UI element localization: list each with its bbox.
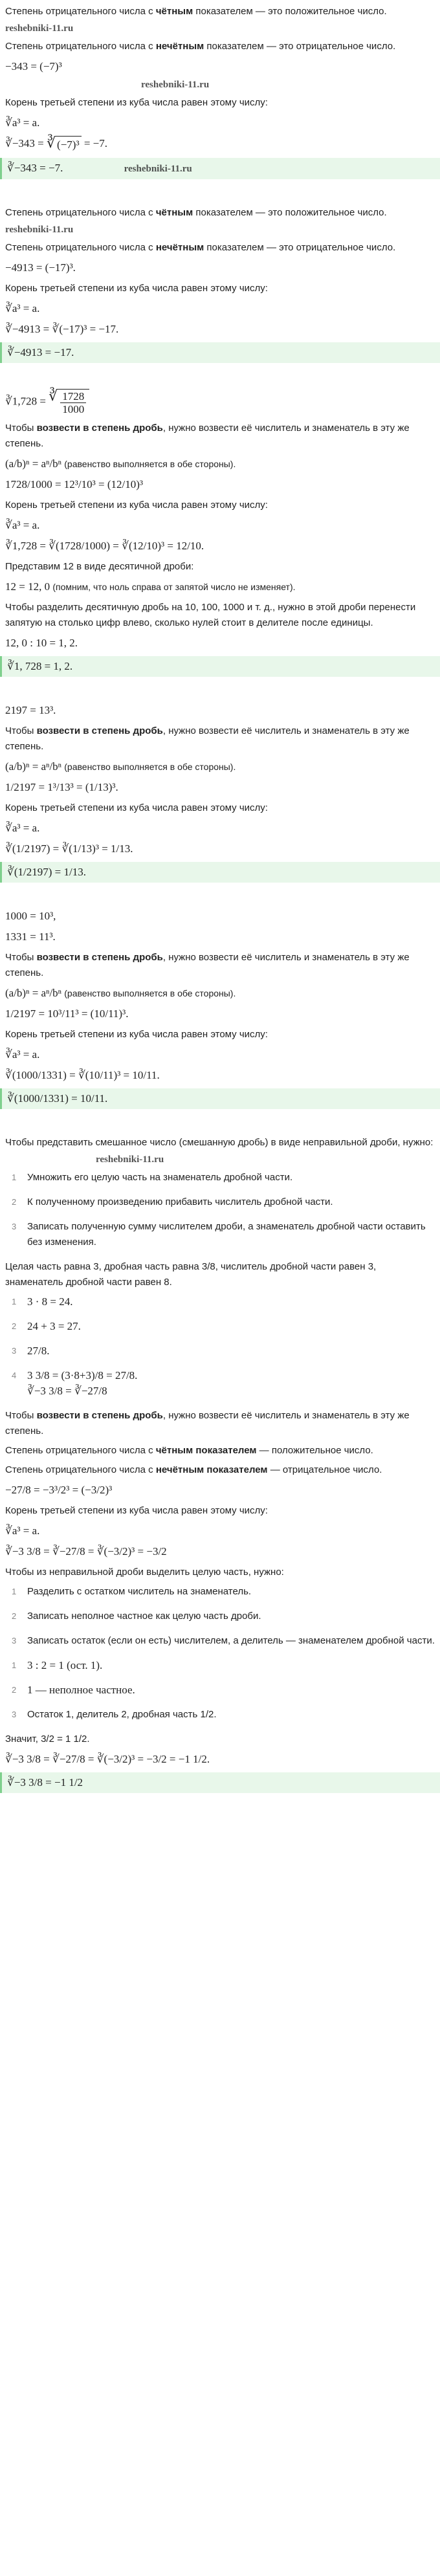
equation: 1/2197 = 10³/11³ = (10/11)³. — [5, 1007, 129, 1020]
calc-list — [5, 1294, 435, 1399]
solution-block-4 — [5, 703, 435, 883]
list-item: 1 Разделить с остатком числитель на знаменатель. — [12, 1586, 252, 1598]
rule-text: Чтобы возвести в степень дробь, нужно возвести её числитель и знаменатель в эту же степень. — [5, 1410, 410, 1437]
rule-text: Чтобы из неправильной дроби выделить целую часть, нужно: — [5, 1567, 284, 1578]
list-item: 2 24 + 3 = 27. — [12, 1320, 81, 1333]
equation: 12 = 12, 0 (помним, что ноль справа от запятой число не изменяет). — [5, 580, 296, 593]
equation: ∛−4913 = ∛(−17)³ = −17. — [5, 323, 119, 336]
equation: ∛1,728 = ∛(1728/1000) = ∛(12/10)³ = 12/10. — [5, 540, 204, 553]
equation: (a/b)ⁿ = aⁿ/bⁿ (равенство выполняется в обе стороны). — [5, 987, 236, 1000]
equation: ∛a³ = a. — [5, 1525, 40, 1537]
equation: 1331 = 11³. — [5, 930, 56, 943]
rule-text: Корень третьей степени из куба числа равен этому числу: — [5, 1505, 268, 1517]
steps-list — [5, 1170, 435, 1250]
list-item: 3 Записать остаток (если он есть) числителем, а делитель — знаменателем дробной части. — [12, 1635, 435, 1647]
list-item: 1 3 : 2 = 1 (ост. 1). — [12, 1659, 103, 1672]
answer-box: ∛−3 3/8 = −1 1/2 — [0, 1772, 440, 1793]
solution-block-6 — [5, 1135, 435, 1793]
equation: ∛a³ = a. — [5, 302, 40, 315]
rule-text: Корень третьей степени из куба числа равен этому числу: — [5, 500, 268, 511]
answer-box: ∛−343 = −7. reshebniki-11.ru — [0, 158, 440, 179]
answer-box: ∛(1000/1331) = 10/11. — [0, 1088, 440, 1109]
rule-text: Степень отрицательного числа с чётным показателем — это положительное число. — [5, 207, 387, 219]
equation: −343 = (−7)³ — [5, 60, 62, 72]
rule-text: Корень третьей степени из куба числа равен этому числу: — [5, 1029, 268, 1040]
rule-text: Чтобы представить смешанное число (смешанную дробь) в виде неправильной дроби, нужно: — [5, 1137, 434, 1149]
equation: −27/8 = −3³/2³ = (−3/2)³ — [5, 1484, 113, 1497]
watermark: reshebniki-11.ru — [141, 80, 210, 90]
equation: 1000 = 10³, — [5, 910, 56, 923]
list-item: 1 3 · 8 = 24. — [12, 1295, 73, 1308]
equation: 12, 0 : 10 = 1, 2. — [5, 637, 78, 650]
rule-text: Степень отрицательного числа с чётным показателем — положительное число. — [5, 1445, 373, 1457]
rule-text: Степень отрицательного числа с нечётным показателем — это отрицательное число. — [5, 41, 396, 52]
equation: ∛a³ = a. — [5, 519, 40, 532]
equation: −4913 = (−17)³. — [5, 261, 76, 274]
rule-text: Чтобы разделить десятичную дробь на 10, 100, 1000 и т. д., нужно в этой дроби перенести запятую на столько цифр влево, сколько нулей стоит в делителе после единицы. — [5, 602, 416, 629]
rule-text: Корень третьей степени из куба числа равен этому числу: — [5, 802, 268, 814]
solution-block-1 — [5, 4, 435, 179]
equation: 2197 = 13³. — [5, 704, 56, 717]
rule-text: Чтобы возвести в степень дробь, нужно возвести её числитель и знаменатель в эту же степень. — [5, 725, 410, 753]
watermark: reshebniki-11.ru — [5, 23, 74, 34]
rule-text: Представим 12 в виде десятичной дроби: — [5, 561, 194, 573]
steps-list — [5, 1584, 435, 1649]
list-item: 1 Умножить его целую часть на знаменатель дробной части. — [12, 1172, 293, 1183]
answer-box: ∛−4913 = −17. — [0, 342, 440, 363]
rule-text: Степень отрицательного числа с чётным показателем — это положительное число. — [5, 6, 387, 17]
rule-text: Чтобы возвести в степень дробь, нужно возвести её числитель и знаменатель в эту же степень. — [5, 423, 410, 450]
equation: 1/2197 = 1³/13³ = (1/13)³. — [5, 781, 118, 794]
rule-text: Степень отрицательного числа с нечётным показателем — отрицательное число. — [5, 1464, 382, 1476]
list-item: 4 3 3/8 = (3·8+3)/8 = 27/8. ∛−3 3/8 = ∛−27/8 — [12, 1369, 138, 1398]
equation: (a/b)ⁿ = aⁿ/bⁿ (равенство выполняется в обе стороны). — [5, 760, 236, 773]
calc-list — [5, 1658, 435, 1723]
equation: ∛a³ = a. — [5, 822, 40, 835]
solution-block-5 — [5, 908, 435, 1109]
rule-text: Значит, 3/2 = 1 1/2. — [5, 1734, 90, 1745]
list-item: 3 27/8. — [12, 1345, 50, 1358]
list-item: 3 Записать полученную сумму числителем дроби, а знаменатель дробной части оставить без изменения. — [12, 1221, 426, 1248]
equation: ∛a³ = a. — [5, 1048, 40, 1061]
rule-text: Целая часть равна 3, дробная часть равна 3/8, числитель дробной части равен 3, знаменатель дробной части равен 8. — [5, 1261, 377, 1288]
list-item: 3 Остаток 1, делитель 2, дробная часть 1/2. — [12, 1709, 217, 1721]
equation: ∛−3 3/8 = ∛−27/8 = ∛(−3/2)³ = −3/2 = −1 1/2. — [5, 1753, 210, 1766]
list-item: 2 Записать неполное частное как целую часть дроби. — [12, 1611, 261, 1622]
equation: (a/b)ⁿ = aⁿ/bⁿ (равенство выполняется в обе стороны). — [5, 457, 236, 470]
rule-text: Корень третьей степени из куба числа равен этому числу: — [5, 283, 268, 294]
equation: ∛−3 3/8 = ∛−27/8 = ∛(−3/2)³ = −3/2 — [5, 1545, 167, 1558]
solution-block-3 — [5, 389, 435, 677]
equation: ∛(1/2197) = ∛(1/13)³ = 1/13. — [5, 842, 133, 855]
answer-box: ∛1, 728 = 1, 2. — [0, 656, 440, 677]
answer-box: ∛(1/2197) = 1/13. — [0, 862, 440, 883]
equation: ∛a³ = a. — [5, 116, 40, 129]
rule-text: Корень третьей степени из куба числа равен этому числу: — [5, 97, 268, 108]
watermark: reshebniki-11.ru — [5, 225, 74, 236]
equation: ∛(1000/1331) = ∛(10/11)³ = 10/11. — [5, 1069, 160, 1082]
equation: 1728/1000 = 12³/10³ = (12/10)³ — [5, 478, 143, 491]
list-item: 2 1 — неполное частное. — [12, 1684, 135, 1697]
equation: ∛1,728 = ∛ 1728 1000 — [5, 389, 435, 415]
rule-text: Чтобы возвести в степень дробь, нужно возвести её числитель и знаменатель в эту же степень. — [5, 952, 410, 979]
watermark: reshebniki-11.ru — [96, 1154, 164, 1165]
rule-text: Степень отрицательного числа с нечётным показателем — это отрицательное число. — [5, 242, 396, 254]
list-item: 2 К полученному произведению прибавить числитель дробной части. — [12, 1196, 333, 1208]
solution-block-2 — [5, 205, 435, 363]
equation: ∛−343 = ∛ (−7)³ = −7. — [5, 136, 435, 153]
